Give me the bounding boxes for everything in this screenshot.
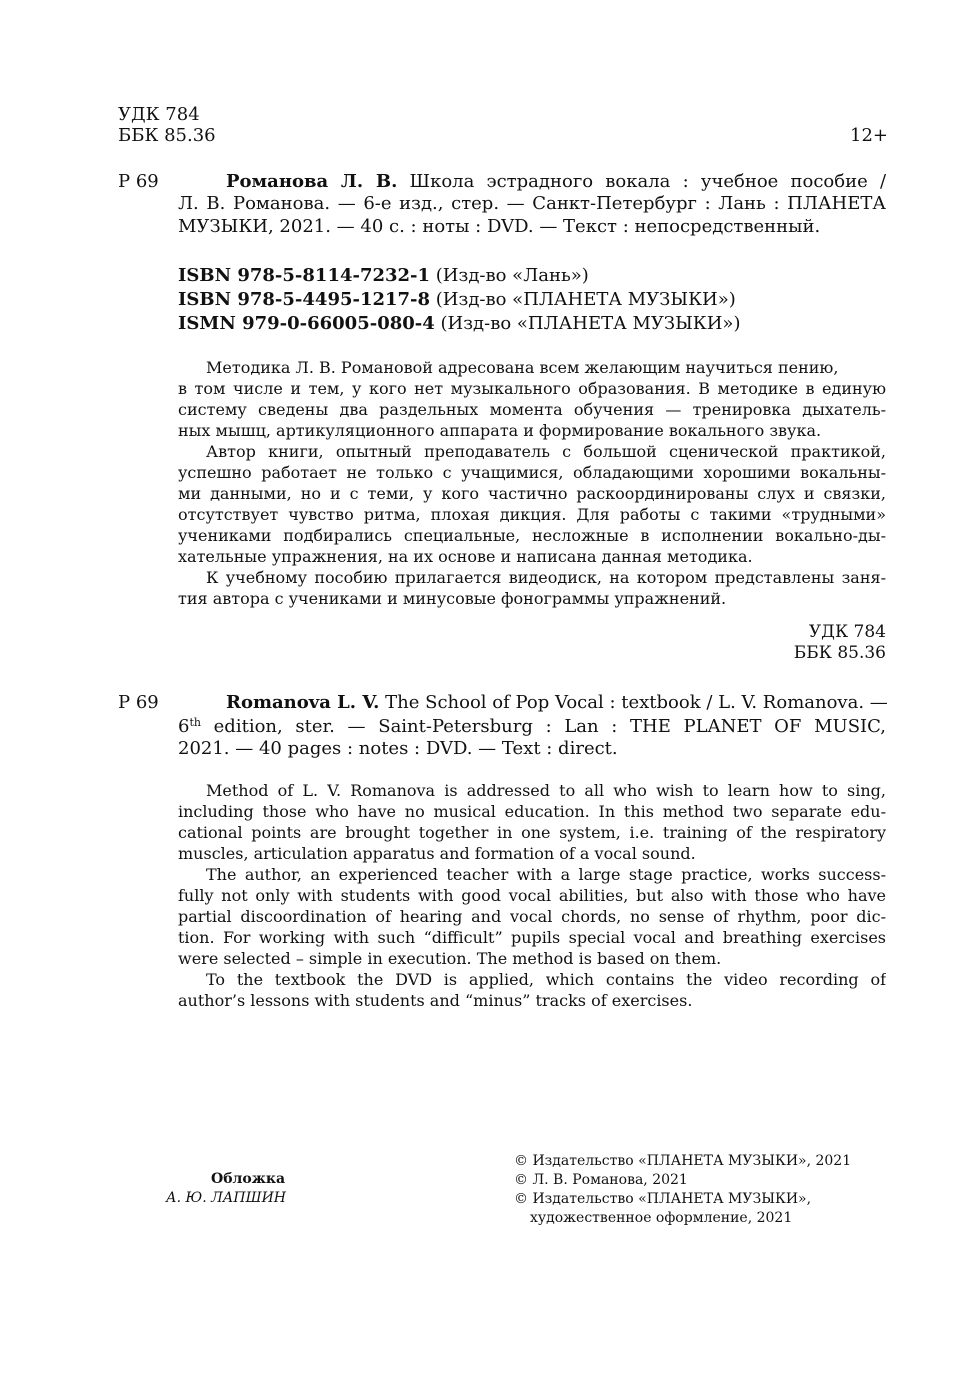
en-entry-code: Р 69 [118,692,159,713]
abstract-line: partial discoordination of hearing and vocal chords, no sense of rhythm, poor dic- [178,907,886,926]
abstract-line: К учебному пособию прилагается видеодиск, на котором представлены заня- [206,568,886,587]
en-entry-line3: 2021. — 40 pages : notes : DVD. — Text : direct. [178,738,618,759]
abstract-line: хательные упражнения, на их основе и написана данная методика. [178,547,753,566]
age-rating: 12+ [850,125,888,146]
header-bbk: ББК 85.36 [118,125,216,146]
isbn-line-3 [178,313,740,335]
isbn-line-1 [178,265,589,287]
ru-index-udk: УДК 784 [808,622,886,642]
isbn-number: ISBN 978-5-4495-1217-8 [178,289,431,310]
abstract-line: author’s lessons with students and “minus” tracks of exercises. [178,991,693,1010]
copyright-line: © Издательство «ПЛАНЕТА МУЗЫКИ», [514,1191,812,1207]
abstract-line: отсутствует чувство ритма, плохая дикция. Для работы с такими «трудными» [178,505,886,524]
ru-entry-line1 [226,171,886,193]
isbn-publisher: (Изд-во «ПЛАНЕТА МУЗЫКИ») [430,289,736,310]
en-entry-title: The School of Pop Vocal : textbook / L. V. Romanova. — [379,692,888,713]
en-abstract [178,780,886,1011]
abstract-line: Method of L. V. Romanova is addressed to all who wish to learn how to sing, [206,781,886,800]
en-entry-edition-number: 6 [178,716,190,737]
abstract-line: Методика Л. В. Романовой адресована всем желающим научиться пению, [206,358,839,377]
ru-abstract [178,357,886,609]
en-entry-line2 [178,716,886,738]
abstract-line: The author, an experienced teacher with a large stage practice, works success- [206,865,886,884]
abstract-line: учениками подбирались специальные, несложные в исполнении вокально-ды- [178,526,886,545]
ru-entry-code: Р 69 [118,171,159,192]
copyright-line: © Издательство «ПЛАНЕТА МУЗЫКИ», 2021 [514,1153,852,1169]
abstract-line: Автор книги, опытный преподаватель с большой сценической практикой, [206,442,886,461]
copyright-line: © Л. В. Романова, 2021 [514,1172,688,1188]
isbn-publisher: (Изд-во «ПЛАНЕТА МУЗЫКИ») [434,313,741,334]
en-entry-edition-rest: edition, ster. — Saint-Petersburg : Lan : THE PLANET OF MUSIC, [200,716,886,737]
abstract-line: cational points are brought together in one system, i.e. training of the respiratory [178,823,886,842]
en-entry-author: Romanova L. V. [226,692,380,713]
abstract-line: успешно работает не только с учащимися, обладающими хорошими вокальны- [178,463,886,482]
en-entry-line1 [226,692,886,714]
abstract-line: including those who have no musical education. In this method two separate edu- [178,802,886,821]
ru-entry-title: Школа эстрадного вокала : учебное пособие / [397,171,887,192]
cover-label: Обложка [211,1171,286,1187]
isbn-publisher: (Изд-во «Лань») [430,265,589,286]
ru-entry-author: Романова Л. В. [226,171,398,192]
isbn-line-2 [178,289,736,311]
abstract-line: To the textbook the DVD is applied, which contains the video recording of [206,970,886,989]
abstract-line: ми данными, но и с теми, у кого частично раскоординированы слух и связки, [178,484,886,503]
ru-entry-line2: Л. В. Романова. — 6-е изд., стер. — Санкт-Петербург : Лань : ПЛАНЕТА [178,193,886,214]
cover-artist: А. Ю. ЛАПШИН [166,1190,286,1206]
copyright-line: художественное оформление, 2021 [530,1210,793,1226]
ru-index-bbk: ББК 85.36 [793,643,886,663]
isbn-number: ISMN 979-0-66005-080-4 [178,313,435,334]
abstract-line: tion. For working with such “difficult” pupils special vocal and breathing exercises [178,928,886,947]
isbn-number: ISBN 978-5-8114-7232-1 [178,265,431,286]
abstract-line: систему сведены два раздельных момента обучения — тренировка дыхатель- [178,400,886,419]
abstract-line: в том числе и тем, у кого нет музыкального образования. В методике в единую [178,379,886,398]
abstract-line: muscles, articulation apparatus and formation of a vocal sound. [178,844,696,863]
abstract-line: were selected – simple in execution. The method is based on them. [178,949,722,968]
abstract-line: fully not only with students with good vocal abilities, but also with those who have [178,886,886,905]
ru-entry-line3: МУЗЫКИ, 2021. — 40 с. : ноты : DVD. — Текст : непосредственный. [178,216,821,237]
header-udk: УДК 784 [118,104,200,125]
en-entry-edition-suffix: th [189,716,201,729]
abstract-line: ных мышц, артикуляционного аппарата и формирование вокального звука. [178,421,822,440]
abstract-line: тия автора с учениками и минусовые фонограммы упражнений. [178,589,727,608]
